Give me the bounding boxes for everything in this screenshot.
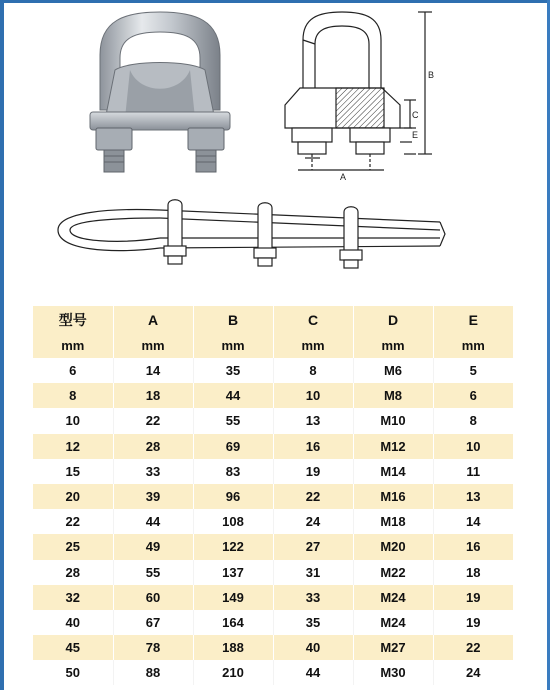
cell-model: 40 — [65, 614, 80, 630]
cell-a: 88 — [113, 660, 193, 685]
cell-c: 19 — [273, 459, 353, 484]
cell-c: 8 — [273, 358, 353, 383]
cell-d: M24 — [353, 610, 433, 635]
table-row — [33, 660, 513, 685]
cell-d: M18 — [353, 509, 433, 534]
cell-a: 67 — [113, 610, 193, 635]
cell-d: M6 — [353, 358, 433, 383]
table-row — [33, 459, 513, 484]
unit-model: mm — [33, 333, 113, 358]
table-row — [33, 408, 513, 433]
cell-c: 10 — [273, 383, 353, 408]
cell-model: 50 — [65, 665, 80, 681]
rope-assembly-drawing — [58, 200, 445, 268]
cell-a: 18 — [113, 383, 193, 408]
unit-c: mm — [273, 333, 353, 358]
cell-c: 33 — [273, 585, 353, 610]
cell-d: M14 — [353, 459, 433, 484]
cell-c: 40 — [273, 635, 353, 660]
cell-b: 210 — [193, 660, 273, 685]
cell-e: 6 — [433, 383, 513, 408]
cell-b: 96 — [193, 484, 273, 509]
cell-b: 83 — [193, 459, 273, 484]
header-c: C — [273, 306, 353, 333]
cell-model: 15 — [65, 463, 80, 479]
cell-b: 55 — [193, 408, 273, 433]
cell-c: 16 — [273, 434, 353, 459]
cell-d: M12 — [353, 434, 433, 459]
unit-a: mm — [113, 333, 193, 358]
cell-e: 10 — [433, 434, 513, 459]
header-model: 型号 — [33, 306, 113, 333]
header-e: E — [433, 306, 513, 333]
cell-c: 24 — [273, 509, 353, 534]
cell-b: 69 — [193, 434, 273, 459]
cell-d: M24 — [353, 585, 433, 610]
table-unit-row — [33, 333, 513, 358]
table-row — [33, 585, 513, 610]
cell-model: 8 — [33, 383, 113, 408]
cell-e: 14 — [433, 509, 513, 534]
header-b: B — [193, 306, 273, 333]
cell-model: 25 — [33, 534, 113, 559]
cell-model: 28 — [65, 564, 80, 580]
cell-c: 13 — [273, 408, 353, 433]
table-header-row — [33, 306, 513, 333]
cell-model: 32 — [33, 585, 113, 610]
table-row — [33, 383, 513, 408]
table-row — [33, 534, 513, 559]
cell-c: 22 — [273, 484, 353, 509]
cell-model: 22 — [65, 514, 80, 530]
table-row — [33, 434, 513, 459]
dim-label-b: B — [428, 70, 435, 80]
cell-e: 5 — [433, 358, 513, 383]
cell-a: 33 — [113, 459, 193, 484]
cell-e: 19 — [433, 585, 513, 610]
wire-rope-clip-drawing — [285, 12, 435, 170]
product-illustrations — [0, 0, 550, 290]
unit-d: mm — [353, 333, 433, 358]
cell-d: M27 — [353, 635, 433, 660]
cell-d: M10 — [353, 408, 433, 433]
cell-d: M30 — [353, 660, 433, 685]
cell-e: 13 — [433, 484, 513, 509]
table-row — [33, 610, 513, 635]
table-row — [33, 509, 513, 534]
cell-b: 44 — [193, 383, 273, 408]
cell-model: 45 — [33, 635, 113, 660]
cell-a: 39 — [113, 484, 193, 509]
cell-model: 12 — [33, 434, 113, 459]
table-row — [33, 484, 513, 509]
dim-label-c: C — [412, 110, 419, 120]
cell-d: M16 — [353, 484, 433, 509]
cell-a: 28 — [113, 434, 193, 459]
cell-c: 44 — [273, 660, 353, 685]
cell-d: M8 — [353, 383, 433, 408]
header-d: D — [353, 306, 433, 333]
cell-e: 19 — [433, 610, 513, 635]
cell-b: 149 — [193, 585, 273, 610]
table-row — [33, 560, 513, 585]
cell-model: 10 — [65, 413, 80, 429]
cell-model: 6 — [69, 363, 77, 379]
cell-c: 35 — [273, 610, 353, 635]
wire-rope-clip-photo — [90, 12, 230, 172]
cell-c: 27 — [273, 534, 353, 559]
cell-a: 60 — [113, 585, 193, 610]
unit-e: mm — [433, 333, 513, 358]
cell-d: M20 — [353, 534, 433, 559]
cell-b: 35 — [193, 358, 273, 383]
cell-e: 24 — [433, 660, 513, 685]
spec-table — [33, 306, 513, 685]
cell-c: 31 — [273, 560, 353, 585]
dim-label-a: A — [340, 172, 347, 182]
cell-a: 44 — [113, 509, 193, 534]
cell-model: 20 — [33, 484, 113, 509]
cell-e: 11 — [433, 459, 513, 484]
cell-e: 8 — [433, 408, 513, 433]
cell-a: 78 — [113, 635, 193, 660]
table-row — [33, 635, 513, 660]
cell-a: 22 — [113, 408, 193, 433]
cell-d: M22 — [353, 560, 433, 585]
cell-a: 55 — [113, 560, 193, 585]
cell-e: 16 — [433, 534, 513, 559]
cell-a: 49 — [113, 534, 193, 559]
cell-b: 188 — [193, 635, 273, 660]
table-row — [33, 358, 513, 383]
cell-b: 108 — [193, 509, 273, 534]
dim-label-e: E — [412, 130, 419, 140]
unit-b: mm — [193, 333, 273, 358]
cell-b: 137 — [193, 560, 273, 585]
cell-a: 14 — [113, 358, 193, 383]
cell-b: 122 — [193, 534, 273, 559]
cell-e: 22 — [433, 635, 513, 660]
header-a: A — [113, 306, 193, 333]
cell-b: 164 — [193, 610, 273, 635]
cell-e: 18 — [433, 560, 513, 585]
